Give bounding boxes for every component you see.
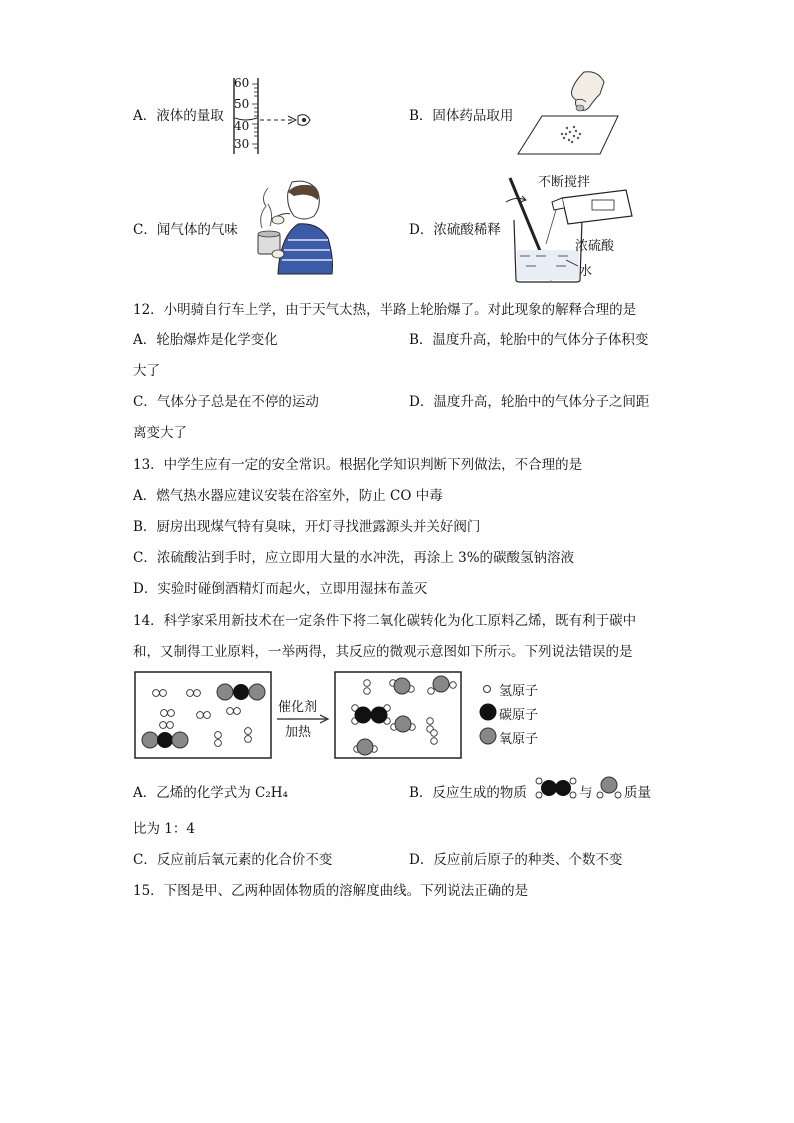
q12-option-c: C．气体分子总是在不停的运动 xyxy=(133,394,319,410)
q14-option-a: A．乙烯的化学式为 C₂H₄ xyxy=(133,785,288,801)
legend-carbon-label: 碳原子 xyxy=(499,708,539,723)
legend-hydrogen-label: 氢原子 xyxy=(499,684,539,699)
fig-d-stir-label: 不断搅拌 xyxy=(538,175,591,190)
q12-option-b-cont: 大了 xyxy=(133,363,160,379)
q14-option-b-cont: 比为 1：4 xyxy=(133,821,195,837)
q13-option-b: B．厨房出现煤气特有臭味，开灯寻找泄露源头并关好阀门 xyxy=(133,519,481,535)
fig-d-water-label: 水 xyxy=(579,264,593,279)
q15-stem: 15．下图是甲、乙两种固体物质的溶解度曲线。下列说法正确的是 xyxy=(133,883,529,899)
arrow-condition-top: 催化剂 xyxy=(278,700,318,715)
arrow-condition-bottom: 加热 xyxy=(285,725,312,740)
legend-hydrogen-atom xyxy=(480,682,494,696)
q13-option-c: C．浓硫酸沾到手时，应立即用大量的水冲洗，再涂上 3%的碳酸氢钠溶液 xyxy=(133,550,575,566)
q14-option-d: D．反应前后原子的种类、个数不变 xyxy=(409,852,623,868)
legend-oxygen-label: 氧原子 xyxy=(499,732,539,747)
cylinder-tick-60: 60 xyxy=(234,76,250,90)
q11-option-d: D．浓硫酸稀释 xyxy=(409,222,501,238)
q12-option-d-cont: 离变大了 xyxy=(133,425,187,441)
solid-reagent-figure xyxy=(514,70,622,156)
q14-option-b-suffix: 质量 xyxy=(624,785,651,801)
reactants-box xyxy=(134,671,272,759)
q11-option-a: A．液体的量取 xyxy=(133,108,224,124)
q14-option-b-prefix: B．反应生成的物质 xyxy=(409,785,527,801)
products-box xyxy=(334,671,462,759)
q13-option-d: D．实验时碰倒酒精灯而起火，立即用湿抹布盖灭 xyxy=(133,581,428,597)
q12-option-d: D．温度升高，轮胎中的气体分子之间距 xyxy=(409,394,650,410)
q12-stem: 12．小明骑自行车上学，由于天气太热，半路上轮胎爆了。对此现象的解释合理的是 xyxy=(133,302,637,318)
legend-oxygen-atom xyxy=(478,726,498,746)
legend-carbon-atom xyxy=(478,702,498,722)
q13-stem: 13．中学生应有一定的安全常识。根据化学知识判断下列做法，不合理的是 xyxy=(133,457,583,473)
q11-option-b: B．固体药品取用 xyxy=(409,108,514,124)
cylinder-tick-30: 30 xyxy=(234,137,250,151)
ethylene-molecule-icon xyxy=(535,776,577,800)
q11-option-c: C．闻气体的气味 xyxy=(133,222,238,238)
q14-stem-line1: 14．科学家采用新技术在一定条件下将二氧化碳转化为化工原料乙烯，既有利于碳中 xyxy=(133,613,637,629)
water-molecule-icon xyxy=(596,776,622,800)
cylinder-tick-40: 40 xyxy=(234,119,250,133)
q14-option-b-mid: 与 xyxy=(579,785,593,801)
q13-option-a: A．燃气热水器应建议安装在浴室外，防止 CO 中毒 xyxy=(133,488,443,504)
cylinder-tick-50: 50 xyxy=(234,97,250,111)
fig-d-acid-label: 浓硫酸 xyxy=(575,239,615,254)
q12-option-b: B．温度升高，轮胎中的气体分子体积变 xyxy=(409,332,649,348)
smelling-gas-figure xyxy=(248,178,334,278)
q14-stem-line2: 和，又制得工业原料，一举两得，其反应的微观示意图如下所示。下列说法错误的是 xyxy=(133,644,633,660)
q14-option-c: C．反应前后氧元素的化合价不变 xyxy=(133,852,333,868)
q12-option-a: A．轮胎爆炸是化学变化 xyxy=(133,332,278,348)
